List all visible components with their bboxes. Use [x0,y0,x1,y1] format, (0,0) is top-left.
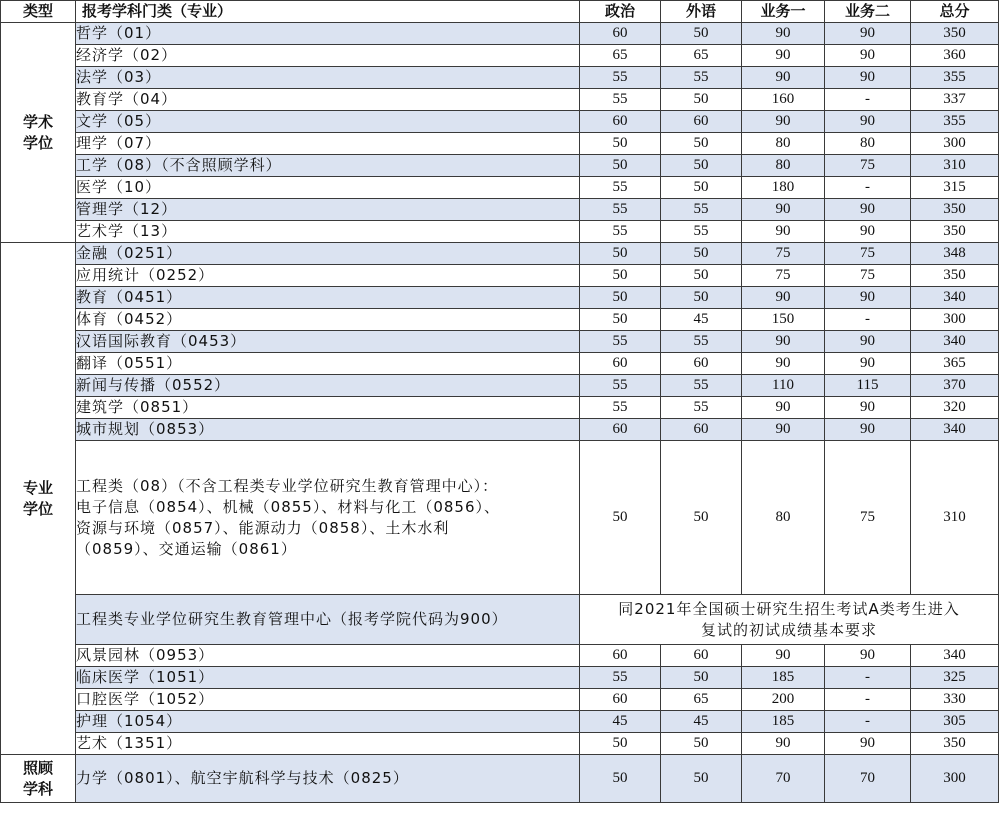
course-one-score: 90 [742,221,825,243]
foreign-language-score: 65 [661,45,742,67]
subject-line: 电子信息（0854）、机械（0855）、材料与化工（0856）、 [76,497,501,516]
subject-cell: 翻译（0551） [76,353,580,375]
course-two-score: 115 [825,375,911,397]
subject-line: 工程类（08）（不含工程类专业学位研究生教育管理中心）： [76,476,499,495]
course-one-score: 75 [742,243,825,265]
foreign-language-score: 50 [661,755,742,803]
course-two-score: 70 [825,755,911,803]
table-row [1,375,999,397]
header-type: 类型 [1,1,76,23]
total-score: 365 [911,353,999,375]
politics-score: 55 [580,177,661,199]
course-one-score: 160 [742,89,825,111]
politics-score: 55 [580,397,661,419]
note-line: 复试的初试成绩基本要求 [700,620,877,639]
subject-cell: 工学（08）（不含照顾学科） [76,155,580,177]
politics-score: 55 [580,667,661,689]
total-score: 337 [911,89,999,111]
subject-cell [76,441,580,595]
subject-cell: 经济学（02） [76,45,580,67]
header-row [1,1,999,23]
category-label: 学术 [22,112,53,131]
subject-cell: 艺术学（13） [76,221,580,243]
course-two-score: 75 [825,441,911,595]
header-total: 总分 [911,1,999,23]
table-row-management-center [1,595,999,645]
politics-score: 55 [580,67,661,89]
table-row [1,309,999,331]
subject-cell: 艺术（1351） [76,733,580,755]
table-row [1,243,999,265]
table-row [1,667,999,689]
subject-cell: 风景园林（0953） [76,645,580,667]
category-label: 学科 [22,779,53,798]
politics-score: 50 [580,155,661,177]
table-row-engineering [1,441,999,595]
course-one-score: 150 [742,309,825,331]
course-one-score: 90 [742,645,825,667]
politics-score: 55 [580,221,661,243]
header-course-one: 业务一 [742,1,825,23]
subject-cell: 法学（03） [76,67,580,89]
course-two-score: 90 [825,331,911,353]
course-two-score: 80 [825,133,911,155]
foreign-language-score: 50 [661,441,742,595]
table-row [1,199,999,221]
subject-cell: 管理学（12） [76,199,580,221]
table-row [1,711,999,733]
course-one-score: 90 [742,199,825,221]
course-two-score: 90 [825,199,911,221]
total-score: 325 [911,667,999,689]
subject-cell: 城市规划（0853） [76,419,580,441]
note-line: 同2021年全国硕士研究生招生考试A类考生进入 [618,599,960,618]
course-one-score: 90 [742,23,825,45]
foreign-language-score: 55 [661,67,742,89]
course-two-score: - [825,689,911,711]
politics-score: 55 [580,89,661,111]
table-row [1,67,999,89]
politics-score: 50 [580,755,661,803]
total-score: 350 [911,733,999,755]
politics-score: 50 [580,733,661,755]
foreign-language-score: 60 [661,111,742,133]
table-row [1,397,999,419]
politics-score: 60 [580,689,661,711]
foreign-language-score: 60 [661,419,742,441]
course-one-score: 80 [742,133,825,155]
requirement-note [580,595,999,645]
course-two-score: 90 [825,397,911,419]
table-row [1,419,999,441]
subject-cell: 教育学（04） [76,89,580,111]
politics-score: 60 [580,645,661,667]
total-score: 310 [911,441,999,595]
course-one-score: 90 [742,419,825,441]
total-score: 305 [911,711,999,733]
subject-cell: 护理（1054） [76,711,580,733]
table-row [1,23,999,45]
course-two-score: 75 [825,243,911,265]
course-one-score: 90 [742,353,825,375]
subject-cell: 文学（05） [76,111,580,133]
subject-line: 资源与环境（0857）、能源动力（0858）、土木水利 [76,518,450,537]
foreign-language-score: 50 [661,133,742,155]
category-label: 学位 [22,499,53,518]
politics-score: 50 [580,287,661,309]
total-score: 300 [911,133,999,155]
foreign-language-score: 65 [661,689,742,711]
table-row [1,331,999,353]
course-one-score: 90 [742,331,825,353]
total-score: 330 [911,689,999,711]
course-one-score: 90 [742,397,825,419]
subject-cell: 理学（07） [76,133,580,155]
header-politics: 政治 [580,1,661,23]
course-two-score: 90 [825,45,911,67]
table-row [1,89,999,111]
foreign-language-score: 45 [661,309,742,331]
course-two-score: 90 [825,733,911,755]
foreign-language-score: 55 [661,199,742,221]
subject-line: （0859）、交通运输（0861） [76,539,297,558]
subject-cell: 教育（0451） [76,287,580,309]
course-two-score: - [825,667,911,689]
foreign-language-score: 60 [661,353,742,375]
foreign-language-score: 45 [661,711,742,733]
course-one-score: 90 [742,287,825,309]
course-two-score: - [825,309,911,331]
total-score: 370 [911,375,999,397]
course-one-score: 185 [742,667,825,689]
course-two-score: 75 [825,155,911,177]
subject-cell: 金融（0251） [76,243,580,265]
course-one-score: 80 [742,155,825,177]
category-label: 专业 [22,478,53,497]
total-score: 355 [911,111,999,133]
subject-cell: 医学（10） [76,177,580,199]
course-two-score: 75 [825,265,911,287]
course-one-score: 70 [742,755,825,803]
foreign-language-score: 55 [661,397,742,419]
header-subject: 报考学科门类（专业） [76,1,580,23]
politics-score: 50 [580,441,661,595]
foreign-language-score: 50 [661,265,742,287]
course-two-score: - [825,711,911,733]
total-score: 340 [911,419,999,441]
subject-cell: 哲学（01） [76,23,580,45]
course-two-score: 90 [825,645,911,667]
course-one-score: 185 [742,711,825,733]
total-score: 355 [911,67,999,89]
foreign-language-score: 50 [661,287,742,309]
total-score: 315 [911,177,999,199]
course-two-score: 90 [825,221,911,243]
category-academic [1,23,76,243]
subject-cell: 工程类专业学位研究生教育管理中心（报考学院代码为900） [76,595,580,645]
table-row [1,287,999,309]
foreign-language-score: 60 [661,645,742,667]
subject-cell: 体育（0452） [76,309,580,331]
foreign-language-score: 50 [661,733,742,755]
table-row [1,155,999,177]
politics-score: 55 [580,331,661,353]
header-foreign-language: 外语 [661,1,742,23]
politics-score: 60 [580,419,661,441]
table-row [1,733,999,755]
foreign-language-score: 50 [661,155,742,177]
course-one-score: 180 [742,177,825,199]
total-score: 340 [911,331,999,353]
total-score: 300 [911,309,999,331]
course-one-score: 80 [742,441,825,595]
category-special [1,755,76,803]
total-score: 350 [911,221,999,243]
course-two-score: - [825,89,911,111]
politics-score: 50 [580,243,661,265]
category-label: 照顾 [22,758,53,777]
category-label: 学位 [22,133,53,152]
subject-cell: 汉语国际教育（0453） [76,331,580,353]
foreign-language-score: 55 [661,331,742,353]
total-score: 348 [911,243,999,265]
politics-score: 65 [580,45,661,67]
politics-score: 60 [580,23,661,45]
total-score: 360 [911,45,999,67]
category-professional [1,243,76,755]
foreign-language-score: 50 [661,667,742,689]
politics-score: 50 [580,309,661,331]
total-score: 300 [911,755,999,803]
course-two-score: 90 [825,287,911,309]
foreign-language-score: 50 [661,243,742,265]
table-row [1,111,999,133]
subject-cell: 口腔医学（1052） [76,689,580,711]
subject-cell: 应用统计（0252） [76,265,580,287]
course-one-score: 75 [742,265,825,287]
course-two-score: 90 [825,111,911,133]
subject-cell: 建筑学（0851） [76,397,580,419]
course-two-score: 90 [825,419,911,441]
course-two-score: 90 [825,67,911,89]
course-two-score: 90 [825,23,911,45]
politics-score: 55 [580,199,661,221]
subject-cell: 力学（0801）、航空宇航科学与技术（0825） [76,755,580,803]
course-one-score: 200 [742,689,825,711]
politics-score: 55 [580,375,661,397]
total-score: 340 [911,287,999,309]
table-row-special [1,755,999,803]
table-row [1,177,999,199]
table-row [1,133,999,155]
table-row [1,689,999,711]
politics-score: 60 [580,353,661,375]
subject-cell: 临床医学（1051） [76,667,580,689]
foreign-language-score: 55 [661,375,742,397]
course-one-score: 90 [742,45,825,67]
politics-score: 45 [580,711,661,733]
course-one-score: 90 [742,67,825,89]
table-row [1,45,999,67]
foreign-language-score: 50 [661,177,742,199]
total-score: 350 [911,265,999,287]
total-score: 310 [911,155,999,177]
politics-score: 50 [580,133,661,155]
foreign-language-score: 50 [661,89,742,111]
politics-score: 60 [580,111,661,133]
table-row [1,265,999,287]
politics-score: 50 [580,265,661,287]
foreign-language-score: 50 [661,23,742,45]
total-score: 340 [911,645,999,667]
total-score: 320 [911,397,999,419]
total-score: 350 [911,23,999,45]
table-row [1,353,999,375]
foreign-language-score: 55 [661,221,742,243]
course-one-score: 90 [742,111,825,133]
total-score: 350 [911,199,999,221]
course-one-score: 90 [742,733,825,755]
course-one-score: 110 [742,375,825,397]
table-row [1,645,999,667]
course-two-score: 90 [825,353,911,375]
header-course-two: 业务二 [825,1,911,23]
subject-cell: 新闻与传播（0552） [76,375,580,397]
table-row [1,221,999,243]
course-two-score: - [825,177,911,199]
